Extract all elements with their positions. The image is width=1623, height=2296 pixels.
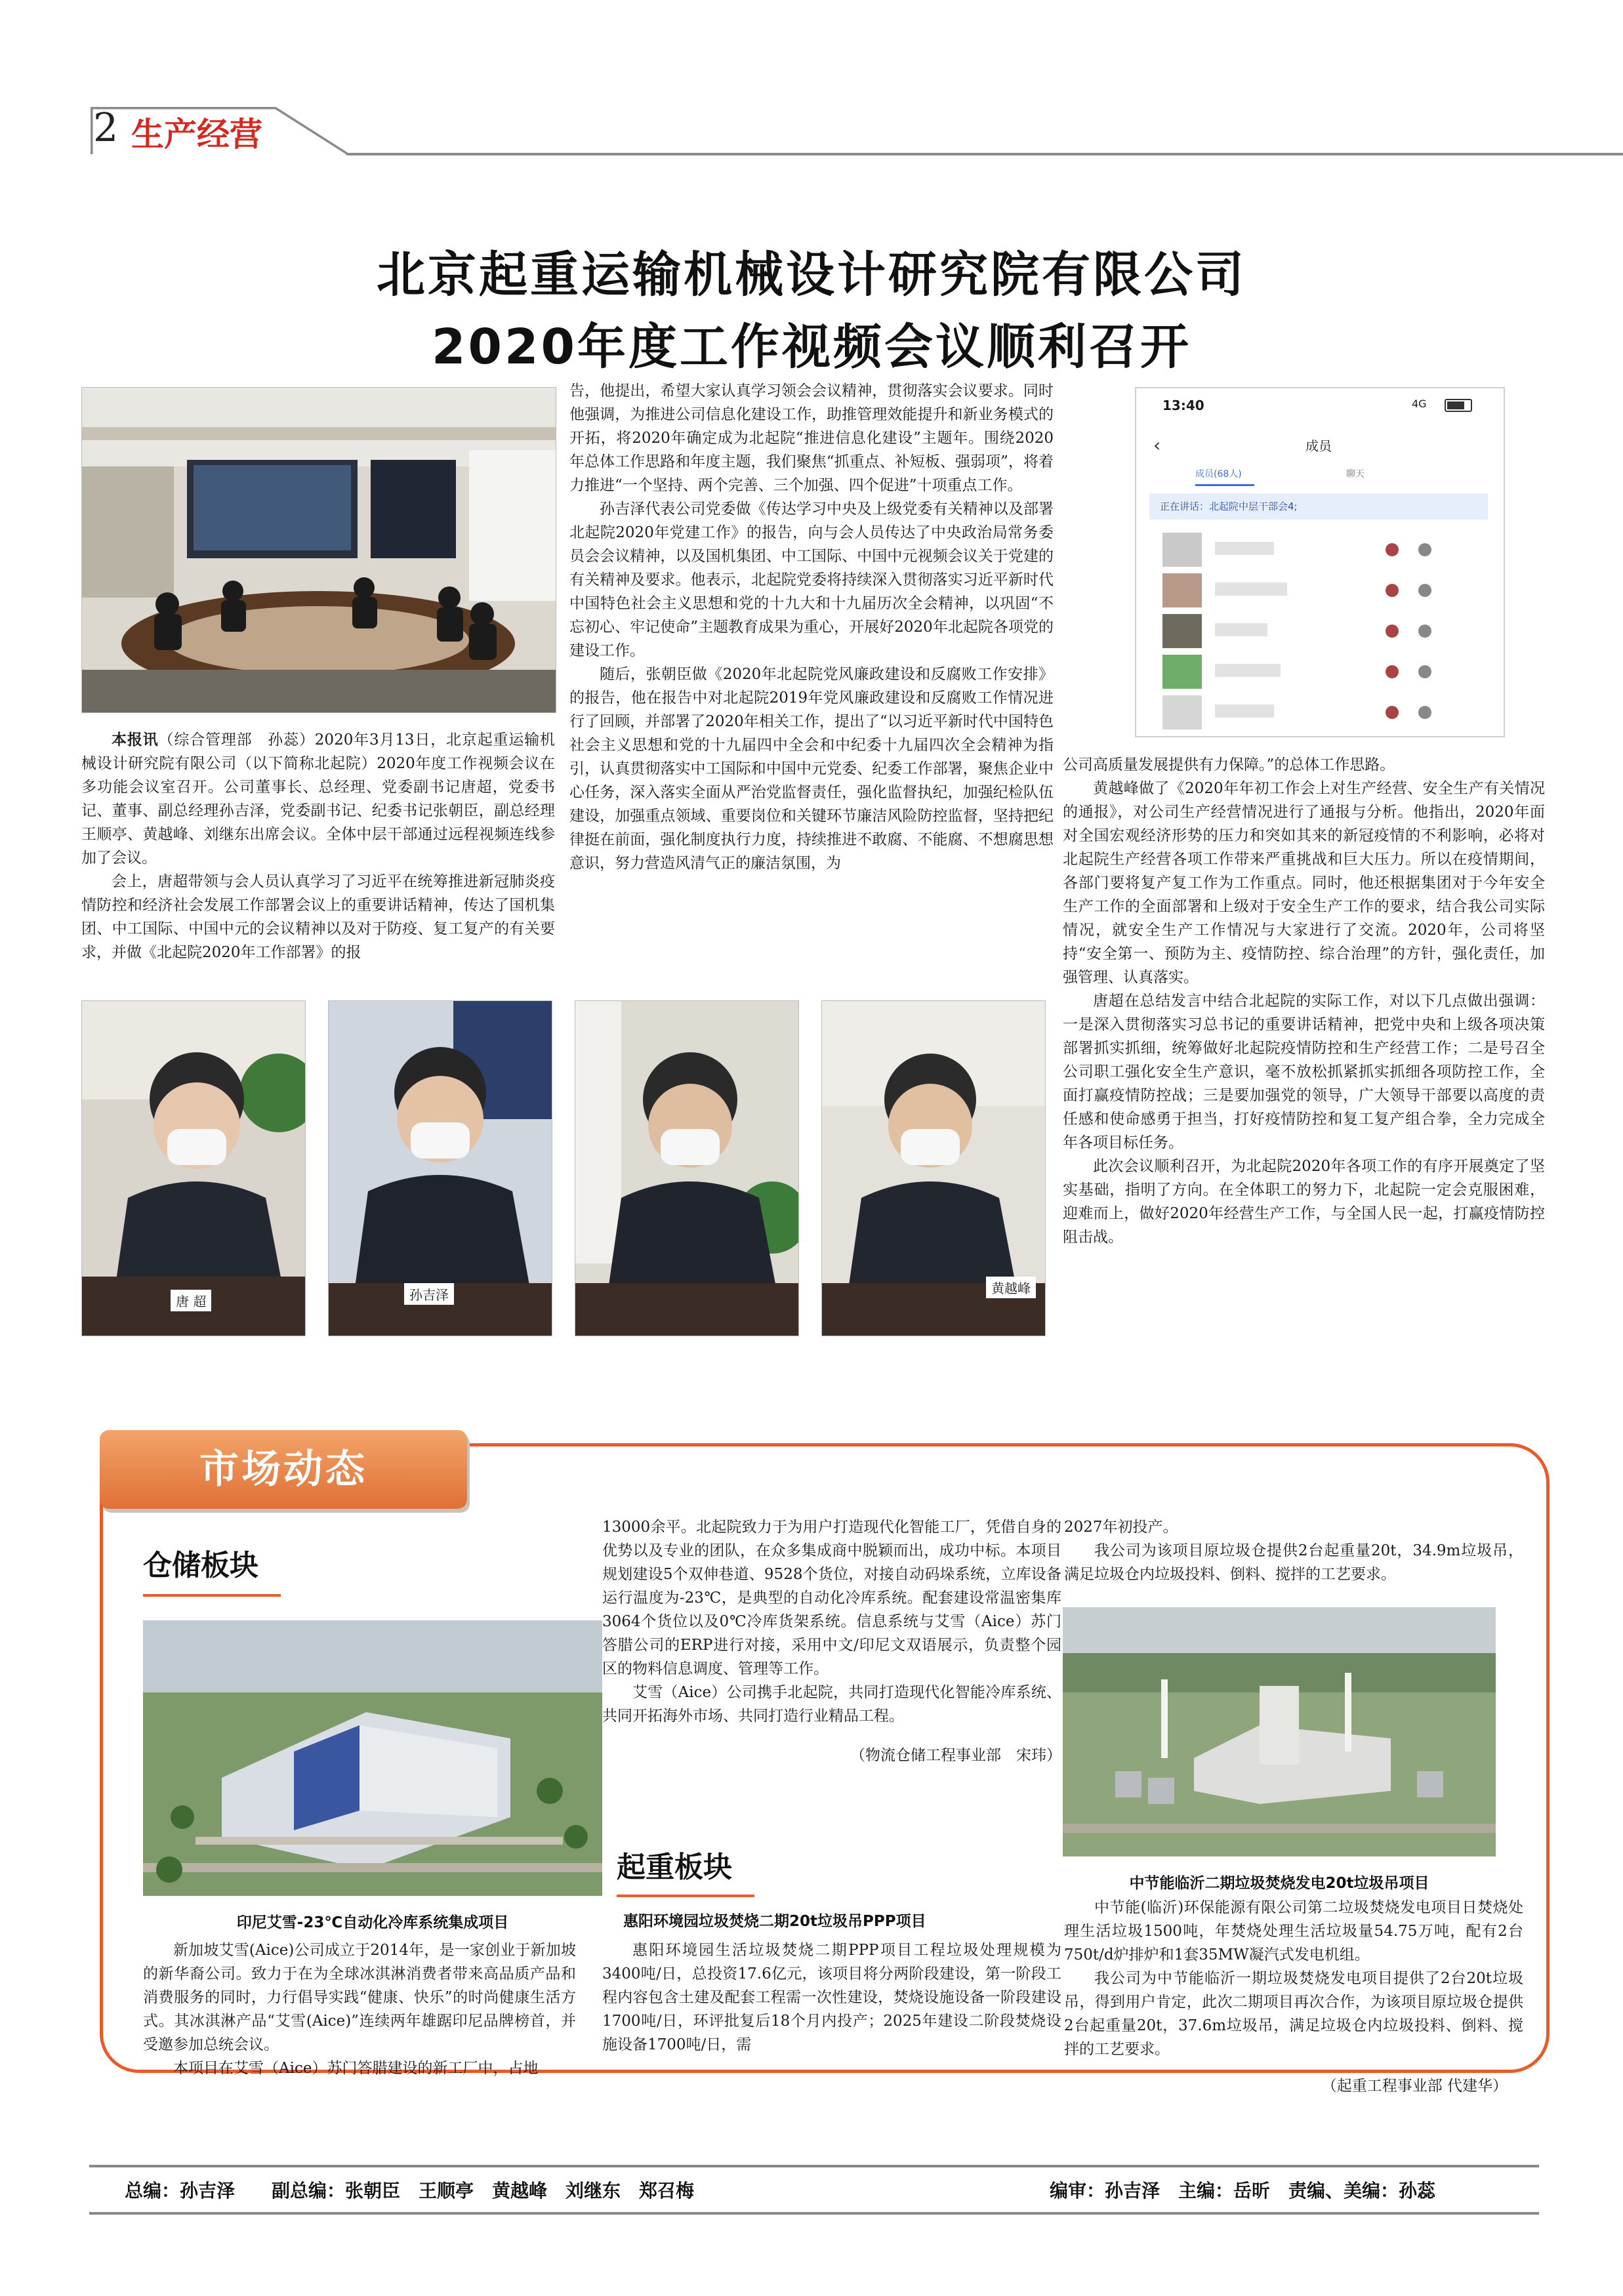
crane-subtitle: 惠阳环境园垃圾焚烧二期20t垃圾吊PPP项目 (623, 1913, 926, 1930)
crane-p5: 我公司为中节能临沂一期垃圾焚烧发电项目提供了2台20t垃圾吊，得到用户肯定，此次二期项目再次合作，为该项目原垃圾仓提供2台起重量20t，37.6m垃圾吊，满足垃圾仓内垃圾投料、倒料、搅拌的工艺要求。 (1064, 1970, 1523, 2058)
phone-tab-chat[interactable]: 聊天 (1346, 469, 1365, 480)
section-title: 生产经营 (131, 115, 262, 154)
cold-storage-rendering (143, 1620, 602, 1896)
col1-p2: 会上，唐超带领与会人员认真学习了习近平在统筹推进新冠肺炎疫情防控和经济社会发展工作部署会议上的重要讲话精神，传达了国机集团、中工国际、中国中元的会议精神以及对于防疫、复工复产的有关要求，并做《北起院2020年工作部署》的报 (81, 873, 555, 961)
back-chevron-icon[interactable]: ‹ (1153, 434, 1161, 456)
phone-screenshot (1135, 387, 1505, 737)
portrait-photo-1 (81, 1000, 306, 1336)
storage-p4: 艾雪（Aice）公司携手北起院，共同打造现代化智能冷库系统、共同开拓海外市场、共同打造行业精品工程。 (602, 1684, 1061, 1725)
col3-p2: 黄越峰做了《2020年年初工作会上对生产经营、安全生产有关情况的通报》，对公司生产经营情况进行了通报与分析。他指出，2020年面对全国宏观经济形势的压力和突如其来的新冠疫情的不利影响，必将对北起院生产经营各项工作带来严重挑战和巨大压力。所以在疫情期间，各部门要将复产复工作为工作重点。同时，他还根据集团对于今年安全生产工作的全面部署和上级对于安全生产工作的要求，结合我公司实际情况，就安全生产工作情况与大家进行了交流。2020年，公司将坚持“安全第一、预防为主、疫情防控、综合治理”的方针，强化责任，加强管理、认真落实。 (1063, 780, 1545, 986)
crane-p1: 惠阳环境园生活垃圾焚烧二期PPP项目工程垃圾处理规模为3400吨/日，总投资17.6亿元，该项目将分两阶段建设，第一阶段工程内容包含土建及配套工程需一次性建设，焚烧设施设备一阶段建设1700吨/日，环评批复后18个月内投产；2025年建设二阶段焚烧设施设备1700吨/日，需 (602, 1942, 1061, 2053)
phone-time: 13:40 (1162, 398, 1204, 413)
col3-p3: 唐超在总结发言中结合北起院的实际工作，对以下几点做出强调：一是深入贯彻落实习总书记的重要讲话精神，把党中央和上级各项决策部署抓实抓细，统筹做好北起院疫情防控和生产经营工作；二是号召全公司职工强化安全生产意识，毫不放松抓紧抓实抓细各项防控工作，全面打赢疫情防控战；三是要加强党的领导，广大领导干部要以高度的责任感和使命感勇于担当，打好疫情防控和复工复产组合拳，全力完成全年各项目标任务。 (1063, 993, 1545, 1151)
member-list (1149, 527, 1488, 731)
col2-p1: 告，他提出，希望大家认真学习领会会议精神，贯彻落实会议要求。同时他强调，为推进公司信息化建设工作，助推管理效能提升和新业务模式的开拓，将2020年确定成为北起院“推进信息化建设”主题年。围绕2020年总体工作思路和年度主题，我们聚焦“抓重点、补短板、强弱项”，将着力推进“一个坚持、两个完善、三个加强、四个促进”十项重点工作。 (569, 382, 1054, 494)
page-header (0, 92, 1623, 171)
col2-p2: 孙吉泽代表公司党委做《传达学习中央及上级党委有关精神以及部署北起院2020年党建工作》的报告，向与会人员传达了中央政治局常务委员会会议精神，以及国机集团、中工国际、中国中元视频会议关于党建的有关精神及要求。他表示，北起院党委将持续深入贯彻落实习近平新时代中国特色社会主义思想和党的十九大和十九届历次全会精神，以巩固“不忘初心、牢记使命”主题教育成果为重心，开展好2020年北起院各项党的建设工作。 (569, 501, 1054, 659)
storage-title-underline (143, 1594, 281, 1597)
storage-source: （物流仓储工程事业部 宋玮） (850, 1747, 1061, 1764)
col1-p1: 2020年3月13日，北京起重运输机械设计研究院有限公司（以下简称北起院）2020年度工作视频会议在多功能会议室召开。公司董事长、总经理、党委副书记唐超，党委书记、董事、副总经理孙吉泽，党委副书记、纪委书记张朝臣，副总经理王顺亭、黄越峰、刘继东出席会议。全体中层干部通过远程视频连线参加了会议。 (81, 731, 556, 867)
footer-left: 总编：孙吉泽 副总编：张朝臣 王顺亭 黄越峰 刘继东 郑召梅 (125, 2180, 695, 2202)
crane-p3: 我公司为该项目原垃圾仓提供2台起重量20t，34.9m垃圾吊，满足垃圾仓内垃圾投料、倒料、搅拌的工艺要求。 (1064, 1542, 1523, 1583)
storage-text-col1 (143, 1938, 576, 2080)
crane-text-col1 (602, 1938, 1061, 2057)
nameplate-3: 黄越峰 (986, 1277, 1036, 1298)
phone-tab-underline (1195, 484, 1254, 486)
portrait-photo-3 (575, 1000, 799, 1336)
footer-rule-top (89, 2165, 1539, 2167)
battery-icon (1445, 399, 1472, 412)
nameplate-1: 唐 超 (171, 1290, 211, 1311)
crane-text-col2a (1064, 1515, 1523, 1586)
crane-caption2: 中节能临沂二期垃圾焚烧发电20t垃圾吊项目 (1129, 1875, 1429, 1892)
phone-tab-members[interactable]: 成员(68人) (1195, 469, 1242, 480)
phone-speaking-text: 正在讲话：北起院中层干部会4; (1160, 501, 1298, 512)
page-number: 2 (93, 105, 119, 151)
portrait-photo-4 (821, 1000, 1046, 1336)
crane-title-underline (617, 1895, 754, 1897)
market-banner-text: 市场动态 (199, 1446, 367, 1492)
crane-block-title: 起重板块 (617, 1851, 732, 1884)
lead-label: 本报讯 (112, 731, 159, 748)
article-col1 (81, 728, 555, 964)
phone-speaking-bar (1149, 493, 1488, 520)
col3-p1: 公司高质量发展提供有力保障。”的总体工作思路。 (1063, 756, 1395, 773)
crane-text-col2b (1064, 1896, 1523, 2098)
meeting-room-photo (81, 387, 556, 713)
article-title-line1: 北京起重运输机械设计研究院有限公司 (377, 247, 1246, 303)
storage-p3: 13000余平。北起院致力于为用户打造现代化智能工厂，凭借自身的优势以及专业的团队，在众多集成商中脱颖而出，成功中标。本项目规划建设5个双伸巷道、9528个货位，对接自动码垛系统，立库设备运行温度为-23℃，是典型的自动化冷库系统。配套建设常温密集库3064个货位以及0℃冷库货架系统。信息系统与艾雪（Aice）苏门答腊公司的ERP进行对接，采用中文/印尼文双语展示，负责整个园区的物料信息调度、管理等工作。 (602, 1519, 1061, 1677)
col3-p4: 此次会议顺利召开，为北起院2020年各项工作的有序开展奠定了坚实基础，指明了方向。在全体职工的努力下，北起院一定会克服困难，迎难而上，做好2020年经营生产工作，与全国人民一起，打赢疫情防控阻击战。 (1063, 1158, 1545, 1246)
col2-p3: 随后，张朝臣做《2020年北起院党风廉政建设和反腐败工作安排》的报告，他在报告中对北起院2019年党风廉政建设和反腐败工作情况进行了回顾，并部署了2020年相关工作，提出了“以习近平新时代中国特色社会主义思想和党的十九届四中全会和中纪委十九届四次全会精神为指引，认真贯彻落实中工国际和中国中元党委、纪委工作部署，聚焦企业中心任务，深入落实全面从严治党监督责任，强化监督执纪，加强纪检队伍建设，加强重点领域、重要岗位和关键环节廉洁风险防控监督，坚持把纪律挺在前面，强化制度执行力度，持续推进不敢腐、不能腐、不想腐思想意识，努力营造风清气正的廉洁氛围，为 (569, 666, 1054, 872)
phone-title: 成员 (1305, 438, 1332, 454)
footer-rule-bottom (89, 2212, 1539, 2215)
lead-paragraph (81, 728, 555, 870)
crane-p4: 中节能(临沂)环保能源有限公司第二垃圾焚烧发电项目日焚烧处理生活垃圾1500吨，年焚烧处理生活垃圾量54.75万吨，配有2台750t/d炉排炉和1套35MW凝汽式发电机组。 (1064, 1899, 1523, 1963)
market-banner (100, 1430, 467, 1509)
phone-signal: 4G (1412, 398, 1427, 410)
nameplate-2: 孙吉泽 (404, 1283, 454, 1305)
footer-right: 编审：孙吉泽 主编：岳昕 责编、美编：孙蕊 (1050, 2180, 1436, 2202)
storage-p2: 本项目在艾雪（Aice）苏门答腊建设的新工厂中，占地 (173, 2060, 539, 2077)
article-title-line2: 2020年度工作视频会议顺利召开 (432, 319, 1191, 375)
crane-p2: 2027年初投产。 (1064, 1519, 1178, 1536)
storage-p1: 新加坡艾雪(Aice)公司成立于2014年，是一家创业于新加坡的新华裔公司。致力于在为全球冰淇淋消费者带来高品质产品和消费服务的同时，力行倡导实践“健康、快乐”的时尚健康生活方式。其冰淇淋产品“艾雪(Aice)”连续两年雄踞印尼品牌榜首，并受邀参加总统会议。 (143, 1942, 576, 2053)
lead-source: （综合管理部 孙蕊） (158, 731, 315, 748)
article-col2 (569, 379, 1054, 875)
incineration-plant-rendering (1063, 1607, 1496, 1856)
crane-source: （起重工程事业部 代建华） (1321, 2078, 1508, 2095)
storage-text-col2 (602, 1515, 1061, 1767)
portrait-photo-2 (328, 1000, 552, 1336)
storage-block-title: 仓储板块 (143, 1549, 258, 1582)
storage-caption: 印尼艾雪-23℃自动化冷库系统集成项目 (236, 1914, 509, 1931)
article-col3 (1063, 753, 1545, 1249)
